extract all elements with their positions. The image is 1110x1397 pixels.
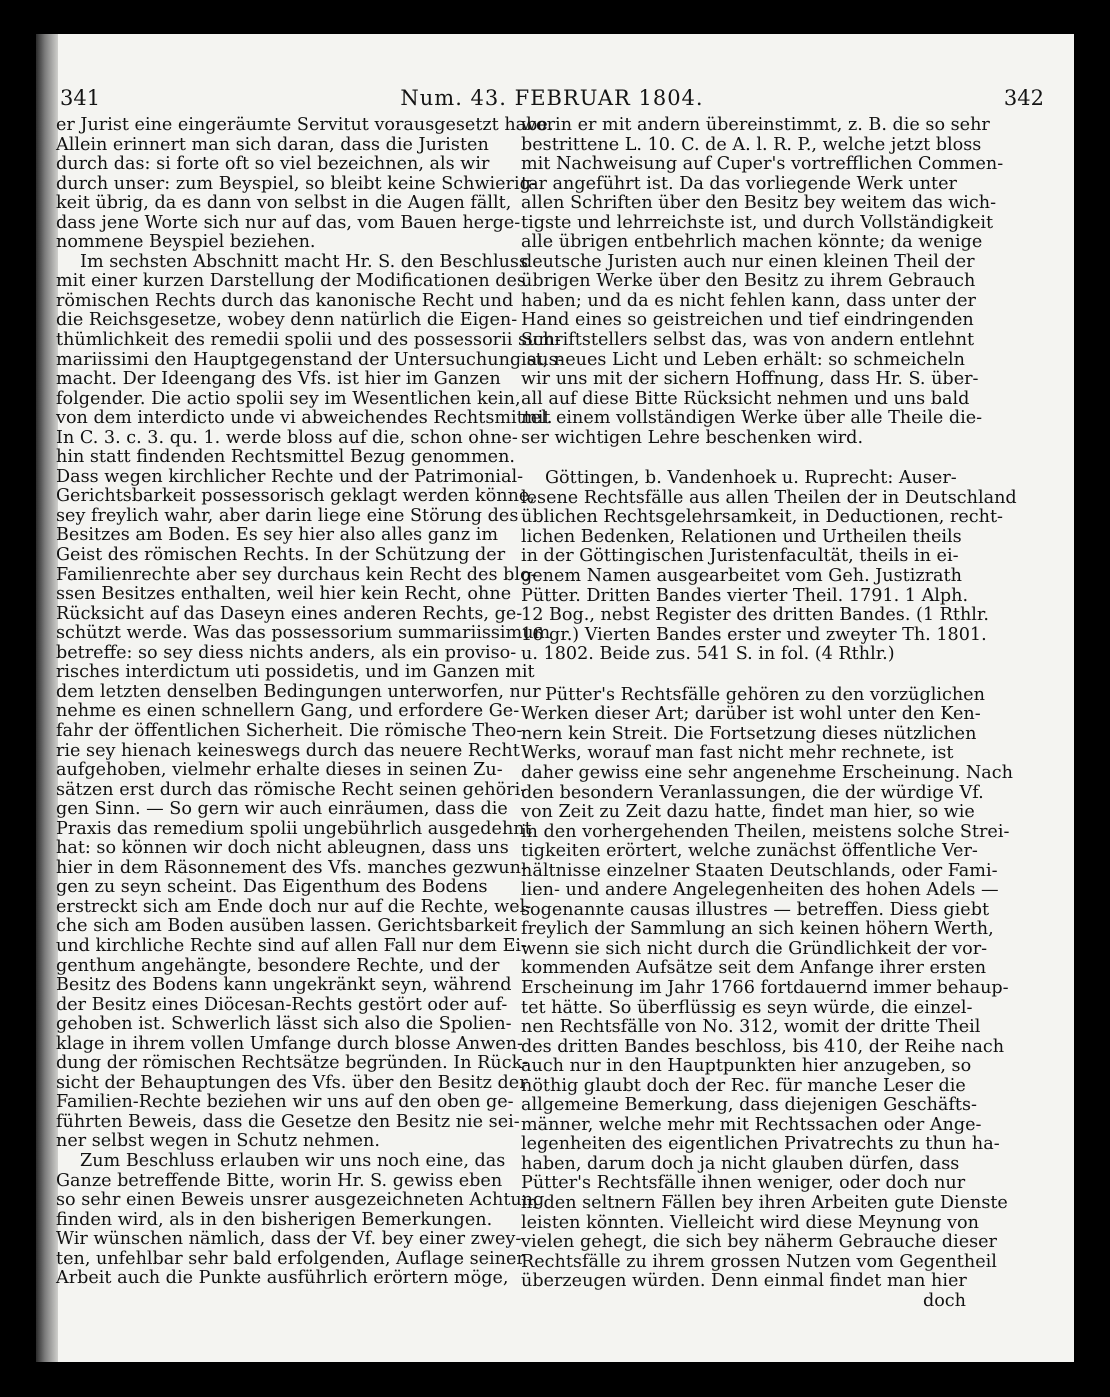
text-line: In C. 3. c. 3. qu. 1. werde bloss auf die, schon ohne- <box>56 427 518 448</box>
text-line: hat: so können wir doch nicht ableugnen, dass uns <box>56 838 509 859</box>
text-line: auch nur in den Hauptpunkten hier anzugeben, so <box>521 1056 972 1077</box>
text-line: thümlichkeit des remedii spolii und des possessorii sum- <box>56 330 561 351</box>
text-line: vielen gehegt, die sich bey näherm Gebrauche dieser <box>521 1232 997 1253</box>
text-line: Werks, worauf man fast nicht mehr rechnete, ist <box>521 743 954 764</box>
right-column <box>521 115 1017 1311</box>
text-line: sicht der Behauptungen des Vfs. über den Besitz der <box>56 1072 528 1093</box>
text-line: gehoben ist. Schwerlich lässt sich also die Spolien- <box>56 1014 512 1035</box>
text-line: sey freylich wahr, aber darin liege eine Störung des <box>56 505 519 526</box>
text-line: üblichen Rechtsgelehrsamkeit, in Deductionen, recht- <box>521 507 1004 528</box>
text-line: gen zu seyn scheint. Das Eigenthum des Bodens <box>56 877 488 898</box>
text-line: gen Sinn. — So gern wir auch einräumen, dass die <box>56 799 508 820</box>
text-line: nern kein Streit. Die Fortsetzung dieses nützlichen <box>521 723 977 744</box>
text-line: führten Beweis, dass die Gesetze den Besitz nie sei- <box>56 1111 520 1132</box>
text-line: kommenden Aufsätze seit dem Anfange ihrer ersten <box>521 958 987 979</box>
text-line: folgender. Die actio spolii sey im Wesentlichen kein, <box>56 388 521 409</box>
text-line: schützt werde. Was das possessorium summariissimum <box>56 623 551 644</box>
text-line: dem letzten denselben Bedingungen unterworfen, nur <box>56 681 541 702</box>
text-line: Werken dieser Art; darüber ist wohl unter den Ken- <box>521 704 981 725</box>
text-line: mit Nachweisung auf Cuper's vortrefflichen Commen- <box>521 154 1004 175</box>
text-line: den besondern Veranlassungen, die der würdige Vf. <box>521 782 984 803</box>
text-line: genthum angehängte, besondere Rechte, und der <box>56 955 500 976</box>
text-line: 16 gr.) Vierten Bandes erster und zweyter Th. 1801. <box>521 624 987 645</box>
text-line: leisten könnten. Vielleicht wird diese Meynung von <box>521 1212 979 1233</box>
text-line: ist, neues Licht und Leben erhält: so schmeicheln <box>521 349 965 370</box>
text-line: er Jurist eine eingeräumte Servitut vorausgesetzt habe. <box>56 115 554 135</box>
text-line: genem Namen ausgearbeitet vom Geh. Justizrath <box>521 566 962 587</box>
text-line: Pütter's Rechtsfälle gehören zu den vorzüglichen <box>545 684 985 705</box>
text-line: lien- und andere Angelegenheiten des hohen Adels — <box>521 880 999 901</box>
text-line: ten, unfehlbar sehr bald erfolgenden, Auflage seiner <box>56 1248 525 1269</box>
text-line: allgemeine Bemerkung, dass diejenigen Geschäfts- <box>521 1095 977 1116</box>
catchword: doch <box>922 1290 966 1311</box>
text-line: der Besitz eines Diöcesan-Rechts gestört oder auf- <box>56 994 508 1015</box>
text-line: lesene Rechtsfälle aus allen Theilen der in Deutschland <box>521 487 1017 508</box>
text-line: tet hätte. So überflüssig es seyn würde, die einzel- <box>521 997 973 1018</box>
text-line: des dritten Bandes beschloss, bis 410, der Reihe nach <box>521 1036 1005 1057</box>
text-line: 12 Bog., nebst Register des dritten Bandes. (1 Rthlr. <box>521 605 990 626</box>
text-line: dung der römischen Rechtsätze begründen. In Rück- <box>56 1053 528 1074</box>
page-header <box>60 86 1044 114</box>
text-line: betreffe: so sey diess nichts anders, als ein proviso- <box>56 642 517 663</box>
text-line: finden wird, als in den bisherigen Bemerkungen. <box>56 1209 493 1230</box>
text-line: von Zeit zu Zeit dazu hatte, findet man hier, so wie <box>521 802 975 823</box>
text-line: fahr der öffentlichen Sicherheit. Die römische Theo- <box>56 720 523 741</box>
text-line: deutsche Juristen auch nur einen kleinen Theil der <box>521 251 975 272</box>
text-line: nöthig glaubt doch der Rec. für manche Leser die <box>521 1075 966 1096</box>
text-line: u. 1802. Beide zus. 541 S. in fol. (4 Rthlr.) <box>521 644 895 665</box>
text-line: Göttingen, b. Vandenhoek u. Ruprecht: Auser- <box>545 468 957 489</box>
text-line: lichen Bedenken, Relationen und Urtheilen theils <box>521 526 962 547</box>
text-line: Hand eines so geistreichen und tief eindringenden <box>521 310 974 331</box>
text-line: freylich der Sammlung an sich keinen höhern Werth, <box>521 919 994 940</box>
text-line: erstreckt sich am Ende doch nur auf die Rechte, wel- <box>56 896 532 917</box>
text-line: durch unser: zum Beyspiel, so bleibt keine Schwierig- <box>56 173 537 194</box>
text-line: daher gewiss eine sehr angenehme Erscheinung. Nach <box>521 762 1013 783</box>
text-line: all auf diese Bitte Rücksicht nehmen und uns bald <box>521 388 970 409</box>
text-line: klage in ihrem vollen Umfange durch blosse Anwen- <box>56 1033 523 1054</box>
review-body <box>521 684 1013 1292</box>
text-line: tar angeführt ist. Da das vorliegende Werk unter <box>521 173 957 194</box>
text-line: Pütter. Dritten Bandes vierter Theil. 1791. 1 Alph. <box>521 585 969 606</box>
text-line: Ganze betreffende Bitte, worin Hr. S. gewiss eben <box>56 1170 503 1191</box>
text-line: che sich am Boden ausüben lassen. Gerichtsbarkeit <box>56 916 518 937</box>
left-column <box>56 115 564 1289</box>
text-line: Arbeit auch die Punkte ausführlich erörtern möge, <box>56 1268 509 1289</box>
binding-gutter <box>36 34 58 1362</box>
text-line: ssen Besitzes enthalten, weil hier kein Recht, ohne <box>56 584 512 605</box>
text-line: hältnisse einzelner Staaten Deutschlands, oder Fami- <box>521 860 998 881</box>
text-line: nommene Beyspiel beziehen. <box>56 232 316 253</box>
text-line: Rechtsfälle zu ihrem grossen Nutzen vom Gegentheil <box>521 1251 997 1272</box>
text-line: Geist des römischen Rechts. In der Schützung der <box>56 545 506 566</box>
text-line: worin er mit andern übereinstimmt, z. B. die so sehr <box>521 115 990 135</box>
text-line: Rücksicht auf das Daseyn eines anderen Rechts, ge- <box>56 603 523 624</box>
text-line: Praxis das remedium spolii ungebührlich ausgedehnt <box>56 818 532 839</box>
text-line: dass jene Worte sich nur auf das, vom Bauen herge- <box>56 212 521 233</box>
text-line: Zum Beschluss erlauben wir uns noch eine, das <box>80 1150 506 1171</box>
text-line: die Reichsgesetze, wobey denn natürlich die Eigen- <box>56 310 518 331</box>
text-line: und kirchliche Rechte sind auf allen Fall nur dem Ei- <box>56 935 527 956</box>
new-review-heading <box>521 468 1017 665</box>
page-number-left: 341 <box>60 86 101 110</box>
text-line: männer, welche mehr mit Rechtssachen oder Ange- <box>521 1114 982 1135</box>
text-line: keit übrig, da es dann von selbst in die Augen fällt, <box>56 193 512 214</box>
text-line: hin statt findenden Rechtsmittel Bezug genommen. <box>56 447 515 468</box>
text-line: haben, darum doch ja nicht glauben dürfen, dass <box>521 1153 960 1174</box>
text-line: durch das: si forte oft so viel bezeichnen, als wir <box>56 154 490 175</box>
text-line: macht. Der Ideengang des Vfs. ist hier im Ganzen <box>56 369 501 390</box>
text-line: Familienrechte aber sey durchaus kein Recht des blo- <box>56 564 537 585</box>
text-line: tigste und lehrreichste ist, und durch Vollständigkeit <box>521 212 994 233</box>
text-line: ser wichtigen Lehre beschenken wird. <box>521 427 864 448</box>
text-line: Wir wünschen nämlich, dass der Vf. bey einer zwey- <box>56 1229 522 1250</box>
text-line: Im sechsten Abschnitt macht Hr. S. den Beschluss <box>80 251 528 272</box>
text-line: Erscheinung im Jahr 1766 fortdauernd immer behaup- <box>521 977 1009 998</box>
text-line: mariissimi den Hauptgegenstand der Untersuchung aus- <box>56 349 564 370</box>
text-line: Gerichtsbarkeit possessorisch geklagt werden könne, <box>56 486 535 507</box>
text-line: mit einem vollständigen Werke über alle Theile die- <box>521 408 983 429</box>
text-line: hier in dem Räsonnement des Vfs. manches gezwun- <box>56 857 527 878</box>
text-line: wenn sie sich nicht durch die Gründlichkeit der vor- <box>521 938 988 959</box>
text-line: Besitz des Bodens kann ungekränkt seyn, während <box>56 975 512 996</box>
issue-title: Num. 43. FEBRUAR 1804. <box>400 86 704 110</box>
text-line: in der Göttingischen Juristenfacultät, theils in ei- <box>521 546 959 567</box>
text-line: alle übrigen entbehrlich machen könnte; da wenige <box>521 232 983 253</box>
text-line: aufgehoben, vielmehr erhalte dieses in seinen Zu- <box>56 760 503 781</box>
review-conclusion <box>521 115 1004 448</box>
text-line: nen Rechtsfälle von No. 312, womit der dritte Theil <box>521 1017 981 1038</box>
text-line: so sehr einen Beweis unsrer ausgezeichneten Achtung <box>56 1190 545 1211</box>
text-line: Besitzes am Boden. Es sey hier also alles ganz im <box>56 525 499 546</box>
text-line: Dass wegen kirchlicher Rechte und der Patrimonial- <box>56 466 524 487</box>
text-line: bestrittene L. 10. C. de A. l. R. P., welche jetzt bloss <box>521 134 982 155</box>
text-line: römischen Rechts durch das kanonische Recht und <box>56 290 514 311</box>
text-line: Schriftstellers selbst das, was von andern entlehnt <box>521 330 975 351</box>
text-line: allen Schriften über den Besitz bey weitem das wich- <box>521 193 997 214</box>
text-line: haben; und da es nicht fehlen kann, dass unter der <box>521 290 976 311</box>
text-line: risches interdictum uti possidetis, und im Ganzen mit <box>56 662 535 683</box>
text-line: in den seltnern Fällen bey ihren Arbeiten gute Dienste <box>521 1192 1008 1213</box>
text-line: Pütter's Rechtsfälle ihnen weniger, oder doch nur <box>521 1173 966 1194</box>
text-line: Allein erinnert man sich daran, dass die Juristen <box>56 134 489 155</box>
page-number-right: 342 <box>1003 86 1044 110</box>
text-line: nehme es einen schnellern Gang, und erfordere Ge- <box>56 701 520 722</box>
text-line: tigkeiten erörtert, welche zunächst öffentliche Ver- <box>521 841 978 862</box>
text-line: von dem interdicto unde vi abweichendes Rechtsmittel. <box>56 408 553 429</box>
text-line: in den vorhergehenden Theilen, meistens solche Strei- <box>521 821 1010 842</box>
text-line: Familien-Rechte beziehen wir uns auf den oben ge- <box>56 1092 514 1113</box>
text-line: überzeugen würden. Denn einmal findet man hier <box>521 1271 967 1292</box>
text-line: wir uns mit der sichern Hoffnung, dass Hr. S. über- <box>521 369 979 390</box>
text-line: mit einer kurzen Darstellung der Modificationen des <box>56 271 526 292</box>
text-line: sätzen erst durch das römische Recht seinen gehöri- <box>56 779 527 800</box>
text-line: rie sey hienach keineswegs durch das neuere Recht <box>56 740 520 761</box>
text-line: übrigen Werke über den Besitz zu ihrem Gebrauch <box>521 271 976 292</box>
scanned-page <box>36 34 1074 1362</box>
text-line: ner selbst wegen in Schutz nehmen. <box>56 1131 380 1152</box>
text-line: sogenannte causas illustres — betreffen. Diess giebt <box>521 899 990 920</box>
text-line: legenheiten des eigentlichen Privatrechts zu thun ha- <box>521 1134 1000 1155</box>
